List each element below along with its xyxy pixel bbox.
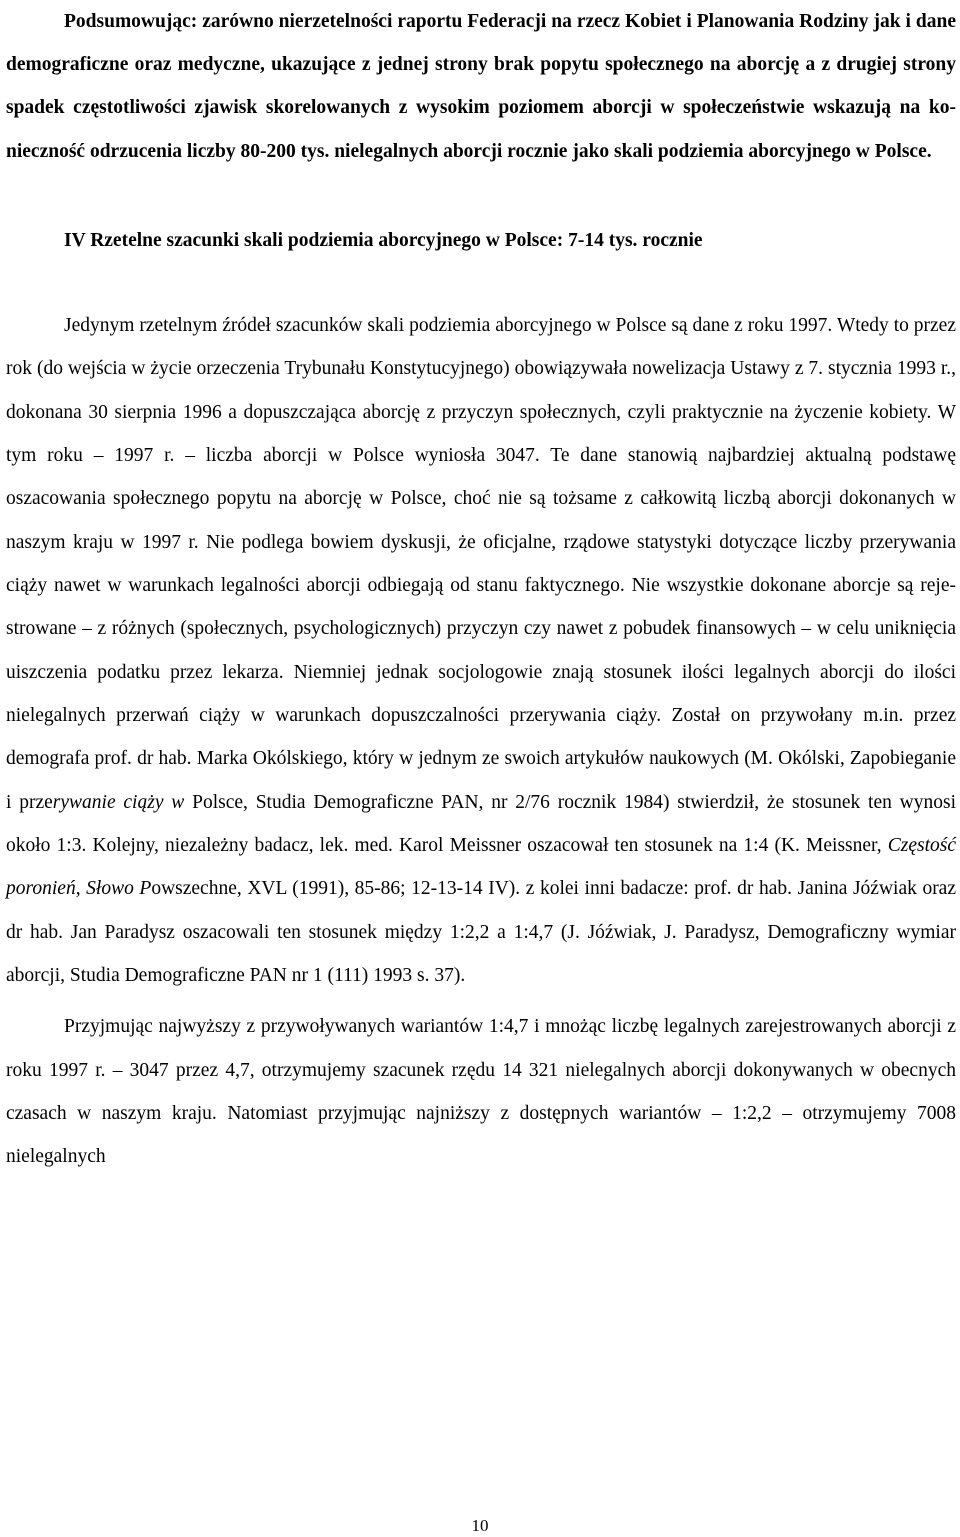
document-page bbox=[6, 0, 956, 1179]
body-paragraph-2: Przyjmując najwyższy z przywoływanych wariantów 1:4,7 i mnożąc liczbę legalnych zarejestrowanych aborcji z roku 1997 r. – 3047 przez 4,7, otrzymujemy szacunek rzędu 14 321 nielegalnych aborcji dokonywanych w obecnych czasach w naszym kraju. Natomiast przyjmując najniższy z dostępnych wariantów – 1:2,2 – otrzymujemy 7008 nielegalnych bbox=[6, 1016, 956, 1168]
body-paragraph-1 bbox=[6, 304, 956, 998]
section-heading: IV Rzetelne szacunki skali podziemia aborcyjnego w Polsce: 7-14 tys. rocznie bbox=[64, 229, 703, 251]
citation-title-italic: Częstość poronień bbox=[6, 834, 956, 900]
body-italic-segment: rywanie ciąży w bbox=[52, 791, 185, 813]
body-text-segment: Polsce, Studia Demograficzne PAN, nr 2/76 rocznik 1984) stwierdził, że stosunek ten wynosi około 1:3. Kolejny, niezależny badacz, lek. med. Karol Meissner oszacował ten stosunek na 1:4 (K. Meissner, bbox=[6, 791, 956, 856]
body-text-segment: owszechne, XVL (1991), 85-86; 12-13-14 IV). z kolei inni badacze: prof. dr hab. Janina Jóźwiak oraz dr hab. Jan Paradysz oszacowali ten stosunek między 1:2,2 a 1:4,7 (J. Jóźwiak, J. Paradysz, Demograficzny wymiar aborcji, Studia Demograficzne PAN nr 1 (111) 1993 s. 37). bbox=[6, 878, 956, 986]
citation-source-italic: Słowo P bbox=[86, 878, 152, 900]
page-number: 10 bbox=[471, 1516, 489, 1535]
body-text-segment: Jedynym rzetelnym źródeł szacunków skali podziemia aborcyjnego w Polsce są dane z roku 1997. Wtedy to przez rok (do wejścia w życie orzeczenia Trybunału Konstytucyjnego) obowiązywała nowelizacja Ustawy z 7. stycznia 1993 r., dokonana 30 sierpnia 1996 a dopuszczająca aborcję z przyczyn społecznych, czyli praktycznie na życzenie kobiety. W tym roku – 1997 r. – liczba aborcji w Polsce wyniosła 3047. Te dane stanowią najbardziej aktualną podstawę oszacowania społecznego popytu na aborcję w Polsce, choć nie są tożsame z całkowitą liczbą aborcji dokonanych w naszym kraju w 1997 r. Nie podlega bowiem dyskusji, że oficjalne, rządowe statystyki dotyczące liczby przerywania ciąży nawet w warunkach legalności aborcji odbiegają od stanu faktycznego. Nie wszystkie dokonane aborcje są rejestrowane – z różnych (społecznych, psychologicznych) przyczyn czy nawet z pobudek finansowych – w celu uniknięcia uiszczenia podatku przez lekarza. Niemniej jednak socjologowie znają stosunek ilości legalnych aborcji do ilości nielegalnych przerwań ciąży w warunkach dopuszczalności przerywania ciąży. Został on przywołany m.in. przez demografa prof. dr hab. Marka Okólskiego, który w jednym ze swoich artykułów naukowych (M. Okólski, Zapobieganie i prze bbox=[6, 314, 956, 813]
body-text-segment: , bbox=[75, 878, 87, 900]
summary-paragraph: Podsumowując: zarówno nierzetelności raportu Federacji na rzecz Kobiet i Planowania Rodziny jak i dane demograficzne oraz medyczne, ukazujące z jednej strony brak popytu społecznego na aborcję a z drugiej strony spadek częstotliwości zjawisk skorelowanych z wysokim poziomem aborcji w społeczeństwie wskazują na konieczność odrzucenia liczby 80-200 tys. nielegalnych aborcji rocznie jako skali podziemia aborcyjnego w Polsce. bbox=[6, 11, 956, 162]
